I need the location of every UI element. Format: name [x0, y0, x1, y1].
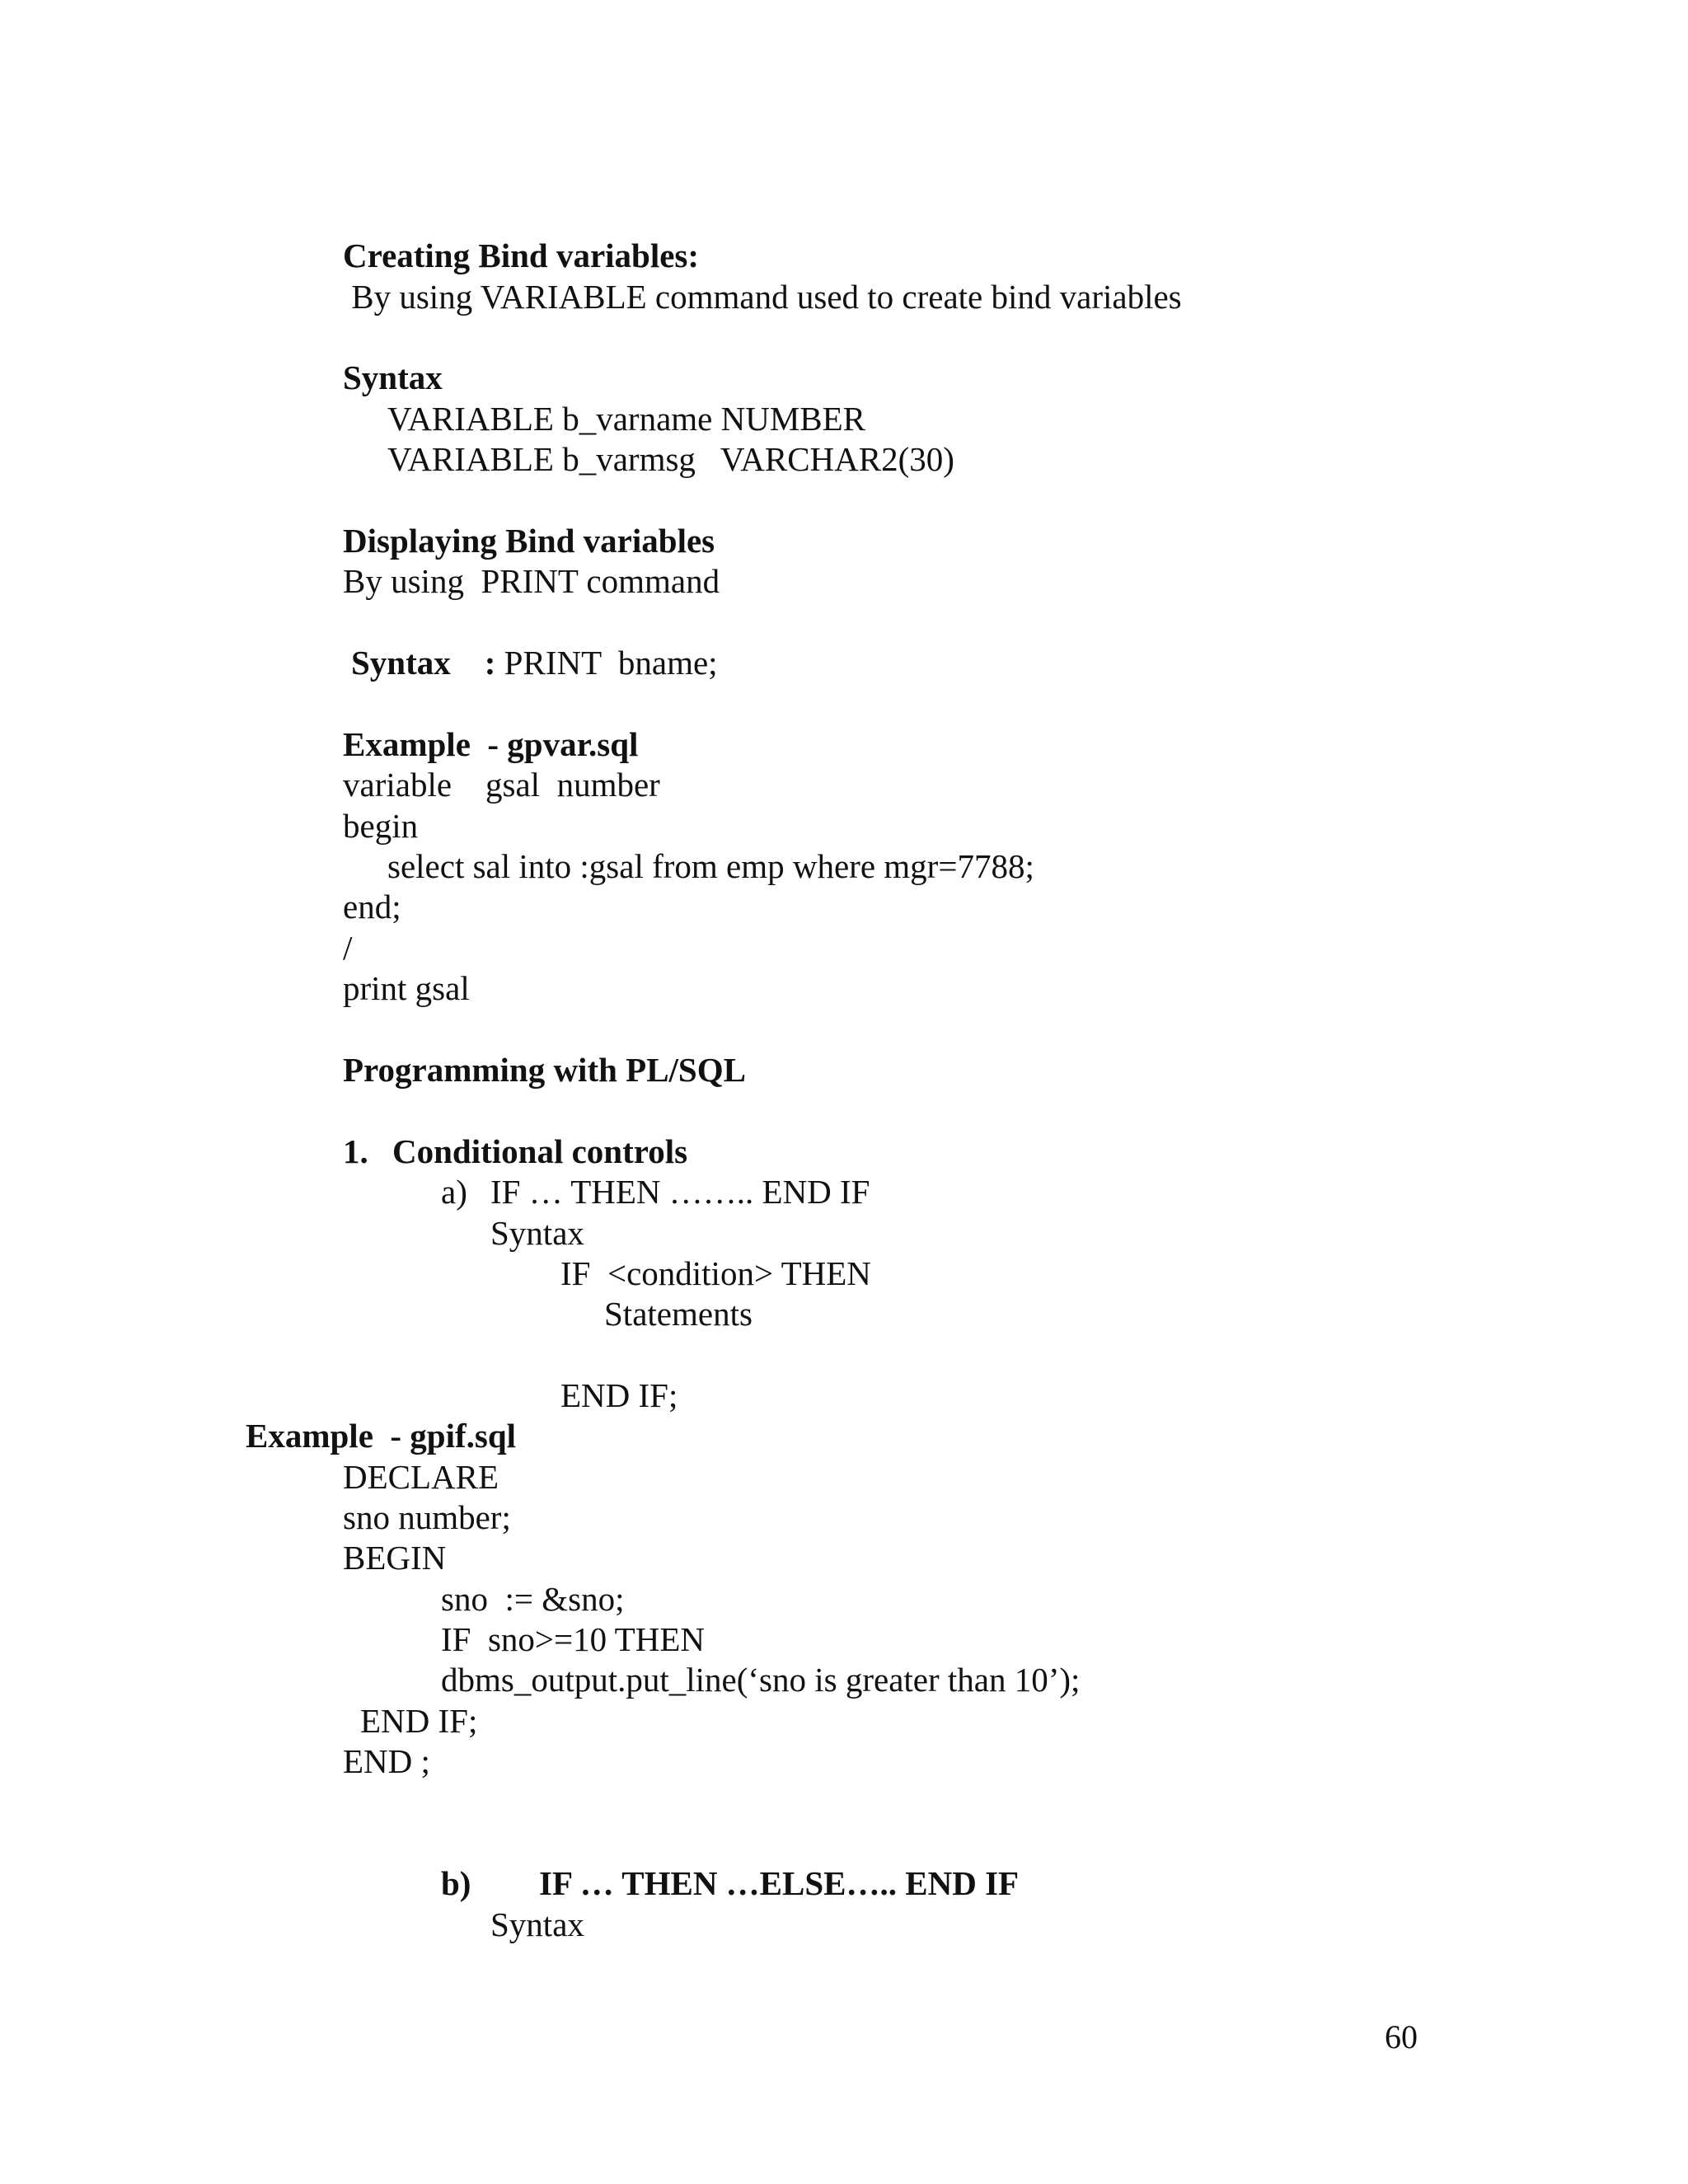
- list-item-number: 1.: [343, 1132, 368, 1170]
- code-line: begin: [343, 807, 419, 845]
- example-gpif-heading: Example - gpif.sql: [246, 1417, 517, 1455]
- code-line: /: [343, 929, 353, 967]
- code-line: END IF;: [560, 1376, 678, 1414]
- syntax-line: VARIABLE b_varmsg VARCHAR2(30): [387, 440, 954, 478]
- bind-intro-text: By using VARIABLE command used to create bind variables: [343, 278, 1182, 316]
- display-intro-text: By using PRINT command: [343, 562, 720, 600]
- print-syntax-value: PRINT bname;: [495, 644, 718, 682]
- code-line: variable gsal number: [343, 766, 660, 804]
- sub-item-a-marker: a): [441, 1173, 467, 1211]
- code-line: sno number;: [343, 1498, 511, 1536]
- sub-item-a-syntax-label: Syntax: [490, 1214, 584, 1252]
- code-line: select sal into :gsal from emp where mgr=7788;: [387, 847, 1034, 885]
- code-line: IF sno>=10 THEN: [441, 1620, 705, 1658]
- heading-programming-plsql: Programming with PL/SQL: [343, 1051, 746, 1089]
- print-syntax-label: Syntax :: [351, 644, 496, 682]
- print-syntax-line: [351, 646, 718, 680]
- sub-item-b-marker: b): [441, 1864, 471, 1902]
- sub-item-b-syntax-label: Syntax: [490, 1905, 584, 1943]
- code-line: IF <condition> THEN: [560, 1254, 871, 1292]
- code-line: END IF;: [360, 1702, 478, 1740]
- syntax-line: VARIABLE b_varname NUMBER: [387, 400, 866, 438]
- example-gpvar-heading: Example - gpvar.sql: [343, 725, 639, 763]
- code-line: print gsal: [343, 969, 470, 1007]
- code-line: Statements: [604, 1295, 753, 1333]
- code-line: END ;: [343, 1742, 430, 1780]
- sub-item-a-title: IF … THEN …….. END IF: [490, 1173, 870, 1211]
- syntax-label: Syntax: [343, 359, 443, 396]
- code-line: dbms_output.put_line(‘sno is greater than 10’);: [441, 1661, 1081, 1699]
- list-item-conditional-controls: Conditional controls: [392, 1132, 688, 1170]
- code-line: BEGIN: [343, 1539, 447, 1577]
- code-line: DECLARE: [343, 1458, 499, 1496]
- code-line: end;: [343, 888, 401, 926]
- heading-creating-bind-variables: Creating Bind variables:: [343, 237, 700, 274]
- code-line: sno := &sno;: [441, 1580, 625, 1618]
- sub-item-b-title: IF … THEN …ELSE….. END IF: [539, 1864, 1020, 1902]
- heading-displaying-bind-variables: Displaying Bind variables: [343, 522, 715, 560]
- page-number: 60: [1385, 2018, 1418, 2055]
